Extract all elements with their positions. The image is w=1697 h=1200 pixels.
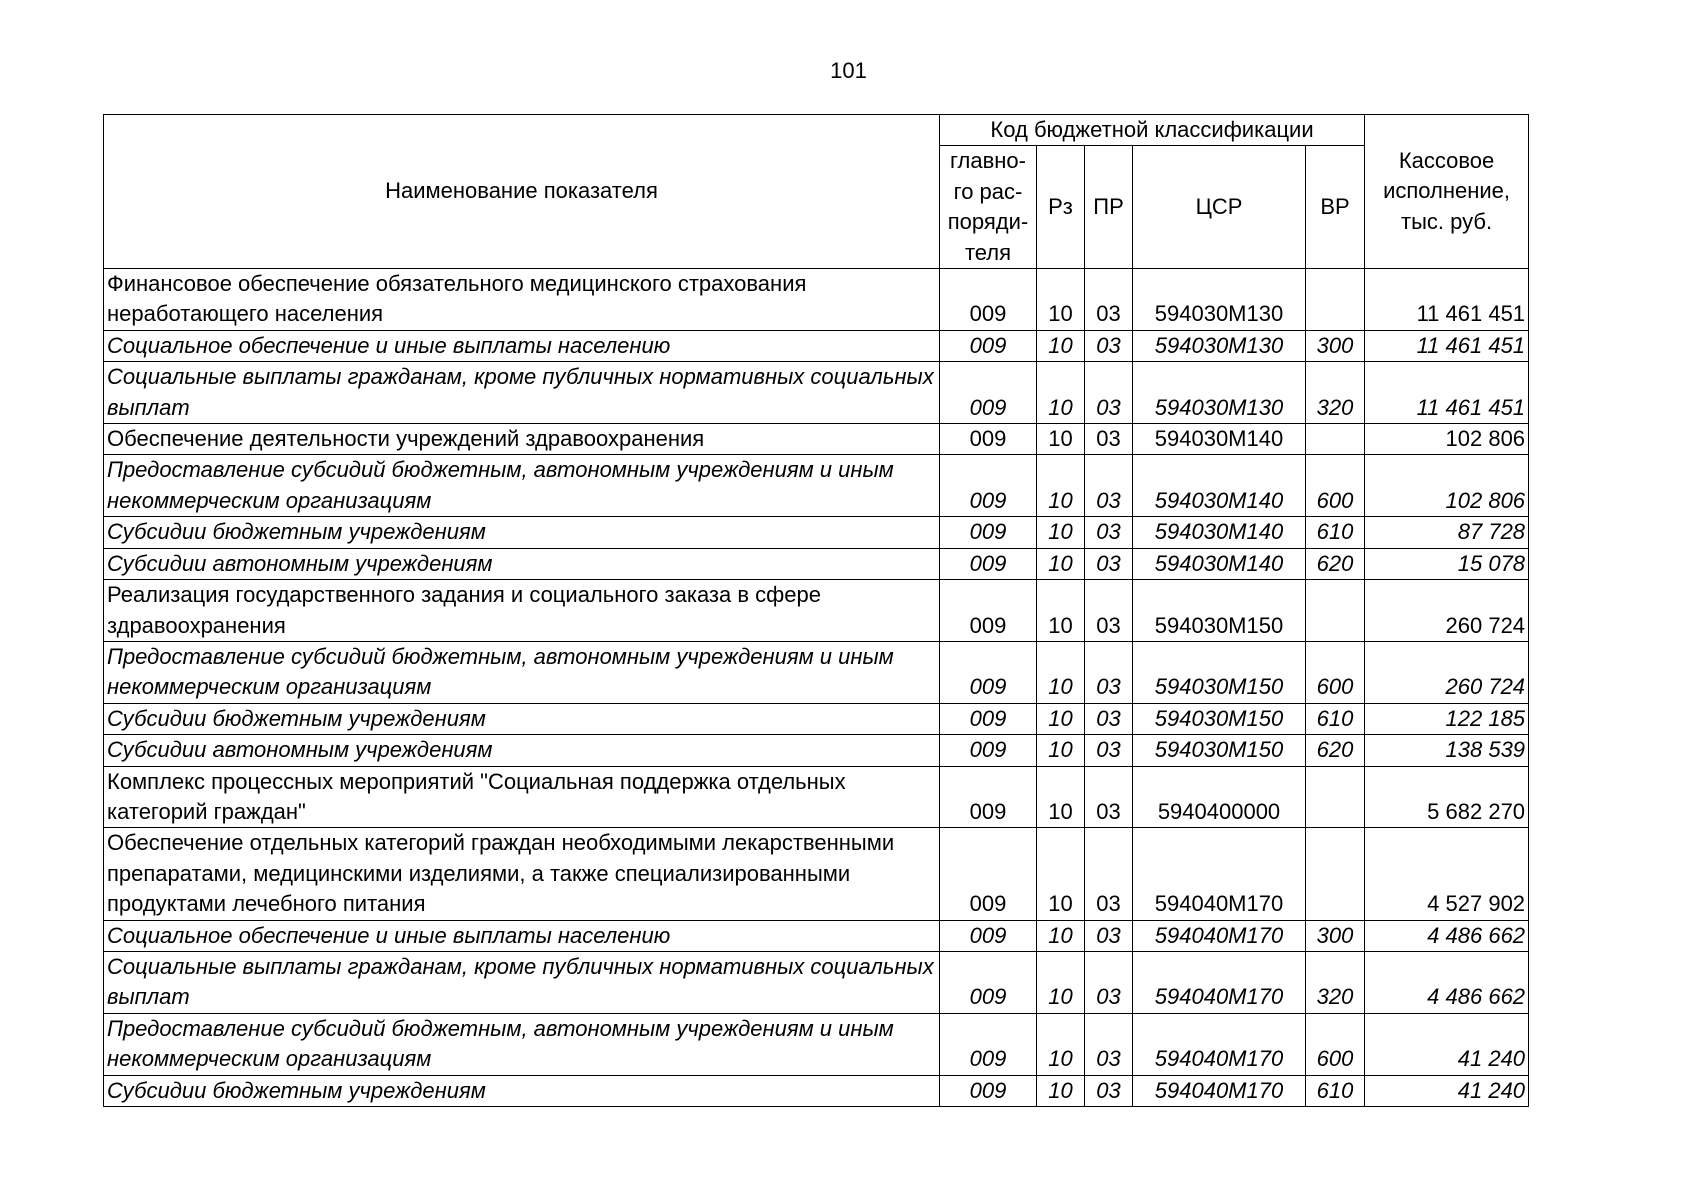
row-gr-code: 009 (940, 455, 1037, 517)
row-csr-code: 594040М170 (1133, 951, 1306, 1013)
row-gr-code: 009 (940, 580, 1037, 642)
row-pr-code: 03 (1085, 951, 1133, 1013)
row-vr-code: 320 (1306, 951, 1365, 1013)
row-rz-code: 10 (1037, 1013, 1085, 1075)
row-vr-code (1306, 269, 1365, 331)
row-amount: 102 806 (1365, 424, 1529, 455)
row-name: Субсидии автономным учреждениям (104, 548, 940, 579)
row-csr-code: 594030М150 (1133, 735, 1306, 766)
row-vr-code: 600 (1306, 455, 1365, 517)
row-vr-code: 610 (1306, 1075, 1365, 1106)
row-vr-code (1306, 580, 1365, 642)
row-gr-code: 009 (940, 269, 1037, 331)
header-amount-line: исполнение, (1383, 178, 1511, 204)
row-gr-code: 009 (940, 735, 1037, 766)
row-gr-code: 009 (940, 330, 1037, 361)
row-csr-code: 594040М170 (1133, 828, 1306, 920)
row-pr-code: 03 (1085, 1013, 1133, 1075)
row-amount: 102 806 (1365, 455, 1529, 517)
row-amount: 41 240 (1365, 1075, 1529, 1106)
table-row (104, 1075, 1529, 1106)
row-rz-code: 10 (1037, 1075, 1085, 1106)
row-pr-code: 03 (1085, 548, 1133, 579)
row-csr-code: 594030М130 (1133, 362, 1306, 424)
header-gr (940, 146, 1037, 269)
row-rz-code: 10 (1037, 330, 1085, 361)
row-amount: 11 461 451 (1365, 269, 1529, 331)
header-gr-line: главно- (949, 148, 1026, 174)
page-number: 101 (830, 58, 867, 83)
row-pr-code: 03 (1085, 580, 1133, 642)
row-rz-code: 10 (1037, 580, 1085, 642)
row-vr-code: 300 (1306, 920, 1365, 951)
row-amount: 138 539 (1365, 735, 1529, 766)
row-amount: 122 185 (1365, 703, 1529, 734)
row-rz-code: 10 (1037, 517, 1085, 548)
row-name: Социальное обеспечение и иные выплаты населению (104, 330, 940, 361)
row-amount: 4 486 662 (1365, 951, 1529, 1013)
row-amount: 260 724 (1365, 641, 1529, 703)
row-name: Обеспечение отдельных категорий граждан необходимыми лекарственными препаратами, медицинскими изделиями, а также специализированными продуктами лечебного питания (104, 828, 940, 920)
table-row (104, 424, 1529, 455)
table-row (104, 330, 1529, 361)
row-amount: 5 682 270 (1365, 766, 1529, 828)
header-gr-line: теля (964, 239, 1012, 265)
row-vr-code: 600 (1306, 1013, 1365, 1075)
row-rz-code: 10 (1037, 424, 1085, 455)
table-body (104, 269, 1529, 1107)
row-vr-code: 300 (1306, 330, 1365, 361)
row-vr-code: 620 (1306, 548, 1365, 579)
table-row (104, 735, 1529, 766)
table-row (104, 766, 1529, 828)
row-pr-code: 03 (1085, 424, 1133, 455)
row-rz-code: 10 (1037, 828, 1085, 920)
row-vr-code (1306, 828, 1365, 920)
row-amount: 260 724 (1365, 580, 1529, 642)
row-gr-code: 009 (940, 920, 1037, 951)
header-name: Наименование показателя (104, 115, 940, 269)
row-name: Предоставление субсидий бюджетным, автономным учреждениям и иным некоммерческим организациям (104, 455, 940, 517)
table-header (104, 115, 1529, 269)
row-csr-code: 594030М140 (1133, 517, 1306, 548)
row-csr-code: 594040М170 (1133, 1013, 1306, 1075)
row-csr-code: 5940400000 (1133, 766, 1306, 828)
table-row (104, 455, 1529, 517)
row-gr-code: 009 (940, 1013, 1037, 1075)
row-csr-code: 594030М150 (1133, 703, 1306, 734)
row-name: Субсидии автономным учреждениям (104, 735, 940, 766)
header-rz: Рз (1037, 146, 1085, 269)
row-rz-code: 10 (1037, 269, 1085, 331)
row-gr-code: 009 (940, 1075, 1037, 1106)
row-name: Субсидии бюджетным учреждениям (104, 703, 940, 734)
row-amount: 11 461 451 (1365, 362, 1529, 424)
header-pr: ПР (1085, 146, 1133, 269)
table-row (104, 641, 1529, 703)
row-pr-code: 03 (1085, 735, 1133, 766)
row-csr-code: 594040М170 (1133, 920, 1306, 951)
row-rz-code: 10 (1037, 362, 1085, 424)
row-csr-code: 594030М140 (1133, 455, 1306, 517)
row-vr-code: 600 (1306, 641, 1365, 703)
row-pr-code: 03 (1085, 455, 1133, 517)
row-pr-code: 03 (1085, 517, 1133, 548)
header-gr-line: го рас- (953, 178, 1023, 204)
header-vr: ВР (1306, 146, 1365, 269)
row-pr-code: 03 (1085, 828, 1133, 920)
row-gr-code: 009 (940, 951, 1037, 1013)
row-pr-code: 03 (1085, 703, 1133, 734)
row-csr-code: 594030М140 (1133, 424, 1306, 455)
table-row (104, 828, 1529, 920)
table-row (104, 362, 1529, 424)
table-row (104, 269, 1529, 331)
header-amount (1365, 115, 1529, 269)
row-name: Финансовое обеспечение обязательного медицинского страхования неработающего населения (104, 269, 940, 331)
row-amount: 4 486 662 (1365, 920, 1529, 951)
row-amount: 87 728 (1365, 517, 1529, 548)
header-csr: ЦСР (1133, 146, 1306, 269)
header-classification-group: Код бюджетной классификации (940, 115, 1365, 146)
row-name: Социальное обеспечение и иные выплаты населению (104, 920, 940, 951)
header-amount-line: Кассовое (1398, 147, 1495, 173)
row-csr-code: 594040М170 (1133, 1075, 1306, 1106)
row-rz-code: 10 (1037, 766, 1085, 828)
row-amount: 15 078 (1365, 548, 1529, 579)
row-gr-code: 009 (940, 424, 1037, 455)
row-rz-code: 10 (1037, 703, 1085, 734)
row-pr-code: 03 (1085, 1075, 1133, 1106)
table-row (104, 580, 1529, 642)
table-row (104, 548, 1529, 579)
row-gr-code: 009 (940, 641, 1037, 703)
table-row (104, 951, 1529, 1013)
row-name: Обеспечение деятельности учреждений здравоохранения (104, 424, 940, 455)
row-vr-code: 320 (1306, 362, 1365, 424)
row-name: Предоставление субсидий бюджетным, автономным учреждениям и иным некоммерческим организациям (104, 641, 940, 703)
row-name: Реализация государственного задания и социального заказа в сфере здравоохранения (104, 580, 940, 642)
row-name: Социальные выплаты гражданам, кроме публичных нормативных социальных выплат (104, 362, 940, 424)
row-rz-code: 10 (1037, 548, 1085, 579)
row-gr-code: 009 (940, 828, 1037, 920)
row-vr-code: 620 (1306, 735, 1365, 766)
row-csr-code: 594030М150 (1133, 580, 1306, 642)
row-gr-code: 009 (940, 362, 1037, 424)
row-vr-code (1306, 424, 1365, 455)
row-name: Субсидии бюджетным учреждениям (104, 1075, 940, 1106)
row-rz-code: 10 (1037, 641, 1085, 703)
row-rz-code: 10 (1037, 455, 1085, 517)
row-pr-code: 03 (1085, 330, 1133, 361)
row-amount: 11 461 451 (1365, 330, 1529, 361)
row-gr-code: 009 (940, 703, 1037, 734)
budget-table (103, 114, 1529, 1107)
row-pr-code: 03 (1085, 766, 1133, 828)
table-row (104, 517, 1529, 548)
row-rz-code: 10 (1037, 920, 1085, 951)
row-csr-code: 594030М140 (1133, 548, 1306, 579)
header-gr-line: поряди- (947, 209, 1029, 235)
table-row (104, 1013, 1529, 1075)
row-name: Субсидии бюджетным учреждениям (104, 517, 940, 548)
row-name: Предоставление субсидий бюджетным, автономным учреждениям и иным некоммерческим организациям (104, 1013, 940, 1075)
row-amount: 41 240 (1365, 1013, 1529, 1075)
table-row (104, 920, 1529, 951)
row-pr-code: 03 (1085, 269, 1133, 331)
header-amount-line: тыс. руб. (1401, 208, 1493, 234)
row-vr-code: 610 (1306, 703, 1365, 734)
row-pr-code: 03 (1085, 920, 1133, 951)
row-name: Комплекс процессных мероприятий "Социальная поддержка отдельных категорий граждан" (104, 766, 940, 828)
row-pr-code: 03 (1085, 641, 1133, 703)
row-vr-code: 610 (1306, 517, 1365, 548)
row-vr-code (1306, 766, 1365, 828)
table-row (104, 703, 1529, 734)
row-rz-code: 10 (1037, 735, 1085, 766)
row-csr-code: 594030М130 (1133, 269, 1306, 331)
row-rz-code: 10 (1037, 951, 1085, 1013)
row-gr-code: 009 (940, 766, 1037, 828)
row-csr-code: 594030М150 (1133, 641, 1306, 703)
row-name: Социальные выплаты гражданам, кроме публичных нормативных социальных выплат (104, 951, 940, 1013)
row-csr-code: 594030М130 (1133, 330, 1306, 361)
row-pr-code: 03 (1085, 362, 1133, 424)
row-gr-code: 009 (940, 517, 1037, 548)
row-amount: 4 527 902 (1365, 828, 1529, 920)
row-gr-code: 009 (940, 548, 1037, 579)
